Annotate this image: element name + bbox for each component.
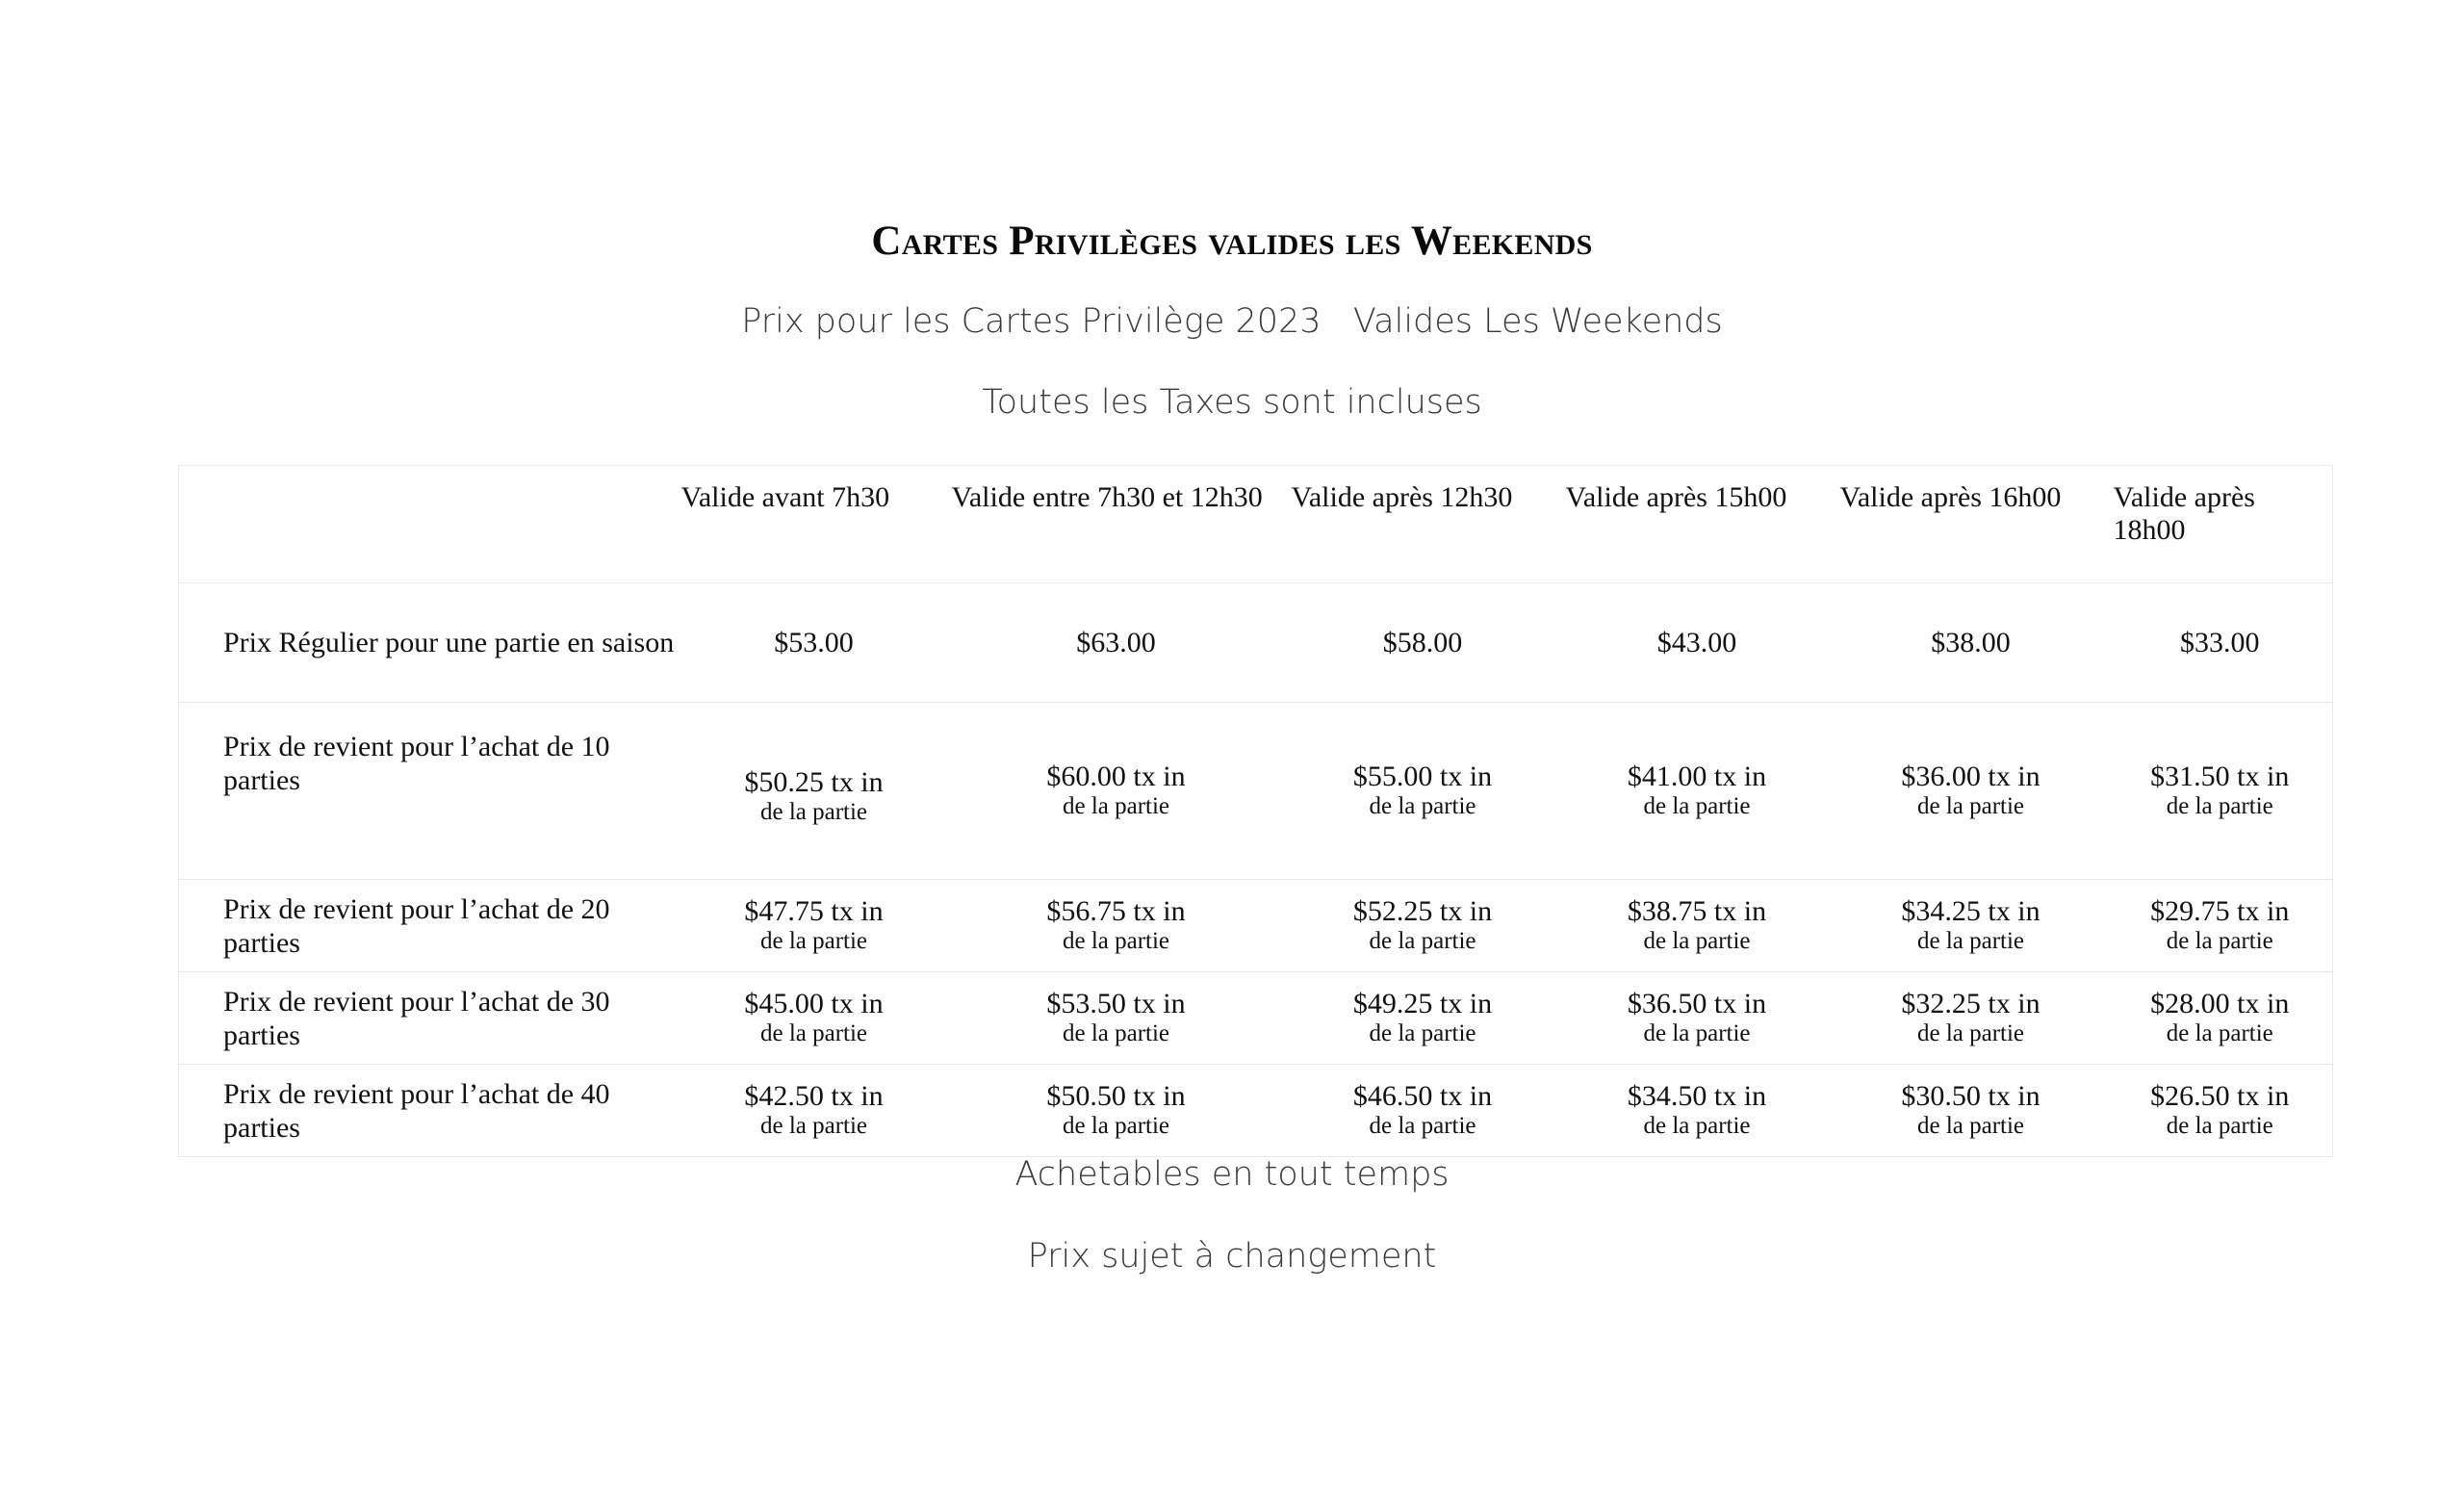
price-unit: de la partie (1369, 1113, 1476, 1139)
price-unit: de la partie (1062, 1113, 1170, 1139)
price-unit: de la partie (1369, 928, 1476, 954)
price-cell (681, 880, 947, 972)
price-cell (1835, 703, 2108, 880)
column-header: Valide après 16h00 (1835, 466, 2108, 583)
price-unit: de la partie (759, 1020, 868, 1046)
price-cell (1560, 880, 1835, 972)
price-unit: de la partie (1369, 793, 1476, 819)
price-amount: $38.75 tx in (1627, 895, 1767, 927)
price-cell (1286, 972, 1560, 1065)
subtitle-taxes: Toutes les Taxes sont incluses (982, 383, 1482, 422)
price-unit: de la partie (1916, 793, 2025, 819)
price-amount: $42.50 tx in (744, 1080, 884, 1112)
price-unit: de la partie (1643, 1113, 1751, 1139)
price-amount: $41.00 tx in (1627, 761, 1767, 792)
price-unit: de la partie (1369, 1020, 1476, 1046)
price-amount: $28.00 tx in (2150, 988, 2290, 1019)
table-row (179, 972, 2333, 1065)
price-cell (681, 1065, 947, 1157)
price-cell: $58.00 (1286, 583, 1560, 703)
column-header: Valide après 15h00 (1560, 466, 1835, 583)
price-unit: de la partie (2166, 793, 2273, 819)
price-amount: $26.50 tx in (2150, 1080, 2290, 1112)
price-cell (947, 703, 1286, 880)
table-header-row (179, 466, 2333, 583)
price-cell (1835, 880, 2108, 972)
price-cell (681, 972, 947, 1065)
price-unit: de la partie (1062, 1020, 1170, 1046)
price-cell (1560, 703, 1835, 880)
price-cell (1560, 1065, 1835, 1157)
price-amount: $47.75 tx in (744, 895, 884, 927)
row-label: Prix Régulier pour une partie en saison (179, 583, 681, 703)
table-row (179, 583, 2333, 703)
price-cell (1560, 972, 1835, 1065)
price-unit: de la partie (1916, 1113, 2025, 1139)
column-header: Valide avant 7h30 (681, 466, 947, 583)
footer-purchase-note: Achetables en tout temps (1014, 1155, 1450, 1194)
price-cell (1286, 703, 1560, 880)
header-empty-cell (179, 466, 681, 583)
price-unit: de la partie (759, 928, 868, 954)
price-cell: $33.00 (2108, 583, 2333, 703)
table-row (179, 880, 2333, 972)
price-cell: $38.00 (1835, 583, 2108, 703)
price-amount: $60.00 tx in (1046, 761, 1186, 792)
price-cell: $53.00 (681, 583, 947, 703)
price-cell (681, 703, 947, 880)
price-unit: de la partie (1916, 1020, 2025, 1046)
price-amount: $36.00 tx in (1901, 761, 2040, 792)
row-label: Prix de revient pour l’achat de 20 parties (179, 880, 681, 972)
price-unit: de la partie (1062, 928, 1170, 954)
price-cell: $43.00 (1560, 583, 1835, 703)
price-amount: $55.00 tx in (1352, 761, 1493, 792)
price-cell (1286, 1065, 1560, 1157)
price-unit: de la partie (1916, 928, 2025, 954)
price-cell (1835, 1065, 2108, 1157)
table-row (179, 1065, 2333, 1157)
price-amount: $45.00 tx in (744, 988, 884, 1019)
price-unit: de la partie (759, 799, 868, 825)
price-cell (947, 1065, 1286, 1157)
price-cell: $63.00 (947, 583, 1286, 703)
price-cell (947, 972, 1286, 1065)
column-header: Valide après 12h30 (1286, 466, 1560, 583)
column-header: Valide entre 7h30 et 12h30 (947, 466, 1286, 583)
price-cell (2108, 880, 2333, 972)
price-amount: $52.25 tx in (1352, 895, 1493, 927)
price-amount: $32.25 tx in (1901, 988, 2040, 1019)
price-unit: de la partie (1062, 793, 1170, 819)
price-amount: $56.75 tx in (1046, 895, 1186, 927)
price-unit: de la partie (2166, 1113, 2273, 1139)
price-cell (2108, 703, 2333, 880)
table-row (179, 703, 2333, 880)
price-unit: de la partie (2166, 1020, 2273, 1046)
price-amount: $50.25 tx in (744, 766, 884, 798)
column-header: Valide après 18h00 (2108, 466, 2333, 583)
price-cell (1835, 972, 2108, 1065)
price-unit: de la partie (759, 1113, 868, 1139)
price-amount: $34.50 tx in (1627, 1080, 1767, 1112)
price-amount: $31.50 tx in (2150, 761, 2290, 792)
price-unit: de la partie (1643, 1020, 1751, 1046)
price-table (178, 465, 2333, 1157)
price-amount: $53.50 tx in (1046, 988, 1186, 1019)
price-amount: $29.75 tx in (2150, 895, 2290, 927)
row-label: Prix de revient pour l’achat de 30 parties (179, 972, 681, 1065)
price-cell (947, 880, 1286, 972)
document-title: Cartes Privilèges valides les Weekends (871, 219, 1593, 264)
price-amount: $49.25 tx in (1352, 988, 1493, 1019)
row-label: Prix de revient pour l’achat de 10 parties (179, 703, 681, 880)
price-amount: $36.50 tx in (1627, 988, 1767, 1019)
row-label: Prix de revient pour l’achat de 40 parties (179, 1065, 681, 1157)
price-amount: $30.50 tx in (1901, 1080, 2040, 1112)
price-unit: de la partie (2166, 928, 2273, 954)
price-cell (1286, 880, 1560, 972)
price-amount: $50.50 tx in (1046, 1080, 1186, 1112)
footer-price-note: Prix sujet à changement (1027, 1237, 1437, 1276)
price-cell (2108, 972, 2333, 1065)
subtitle-year: Prix pour les Cartes Privilège 2023 Valides Les Weekends (741, 302, 1723, 341)
price-amount: $34.25 tx in (1901, 895, 2040, 927)
price-unit: de la partie (1643, 928, 1751, 954)
price-cell (2108, 1065, 2333, 1157)
price-unit: de la partie (1643, 793, 1751, 819)
price-amount: $46.50 tx in (1352, 1080, 1493, 1112)
